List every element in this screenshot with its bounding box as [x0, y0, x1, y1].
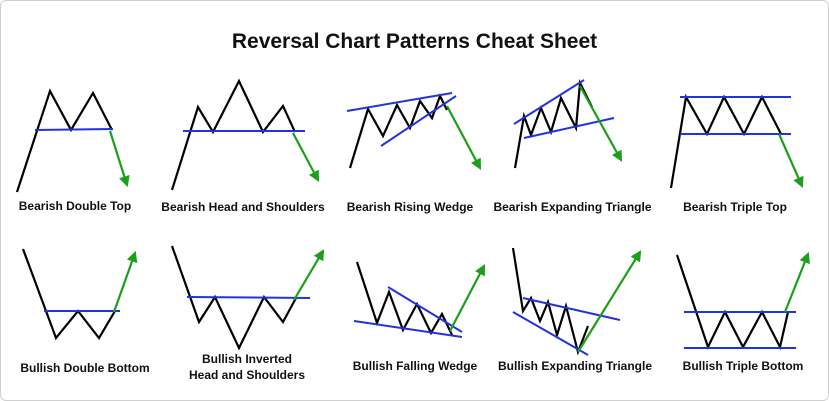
breakout-arrow: [785, 254, 808, 312]
breakdown-arrow: [110, 131, 127, 185]
pattern-bullish-expanding-triangle: [513, 248, 640, 355]
pattern-bullish-inverted-head-and-shoulders: [172, 246, 323, 348]
label-bullish-expanding-triangle: Bullish Expanding Triangle: [497, 359, 653, 373]
label-bearish-rising-wedge: Bearish Rising Wedge: [346, 200, 474, 214]
price-line: [172, 81, 295, 190]
neckline: [187, 297, 310, 298]
breakdown-arrow: [293, 133, 318, 180]
label-bullish-double-bottom: Bullish Double Bottom: [20, 361, 150, 375]
neckline: [35, 129, 113, 130]
upper-trendline: [514, 80, 584, 124]
breakdown-arrow: [447, 106, 480, 168]
breakdown-arrow: [580, 86, 621, 160]
pattern-bullish-triple-bottom: [677, 254, 808, 348]
breakout-arrow: [450, 266, 484, 331]
label-bearish-triple-top: Bearish Triple Top: [683, 200, 787, 214]
pattern-bullish-falling-wedge: [354, 262, 484, 337]
label-bullish-triple-bottom: Bullish Triple Bottom: [682, 359, 804, 373]
breakout-arrow: [114, 253, 135, 312]
price-line: [513, 248, 588, 352]
pattern-bearish-double-top: [17, 91, 127, 192]
price-line: [23, 249, 115, 338]
label-bearish-double-top: Bearish Double Top: [18, 199, 132, 213]
price-line: [350, 96, 447, 168]
upper-trendline: [388, 287, 462, 332]
breakout-arrow: [294, 251, 323, 300]
pattern-bearish-rising-wedge: [347, 93, 480, 168]
page-title: Reversal Chart Patterns Cheat Sheet: [231, 30, 598, 53]
label-bullish-inverted-line2: Head and Shoulders: [188, 368, 306, 382]
pattern-bearish-triple-top: [671, 97, 802, 188]
price-line: [671, 97, 781, 188]
label-bearish-expanding-triangle: Bearish Expanding Triangle: [493, 200, 652, 214]
label-bearish-head-and-shoulders: Bearish Head and Shoulders: [161, 200, 325, 214]
pattern-bearish-head-and-shoulders: [172, 81, 318, 190]
breakdown-arrow: [779, 134, 802, 186]
breakout-arrow: [578, 252, 640, 352]
price-line: [17, 91, 112, 192]
price-line: [677, 255, 788, 347]
label-bullish-inverted-line1: Bullish Inverted: [201, 352, 293, 366]
pattern-bearish-expanding-triangle: [514, 80, 621, 168]
lower-trendline: [513, 312, 588, 355]
pattern-bullish-double-bottom: [23, 249, 135, 338]
label-bullish-falling-wedge: Bullish Falling Wedge: [352, 359, 478, 373]
